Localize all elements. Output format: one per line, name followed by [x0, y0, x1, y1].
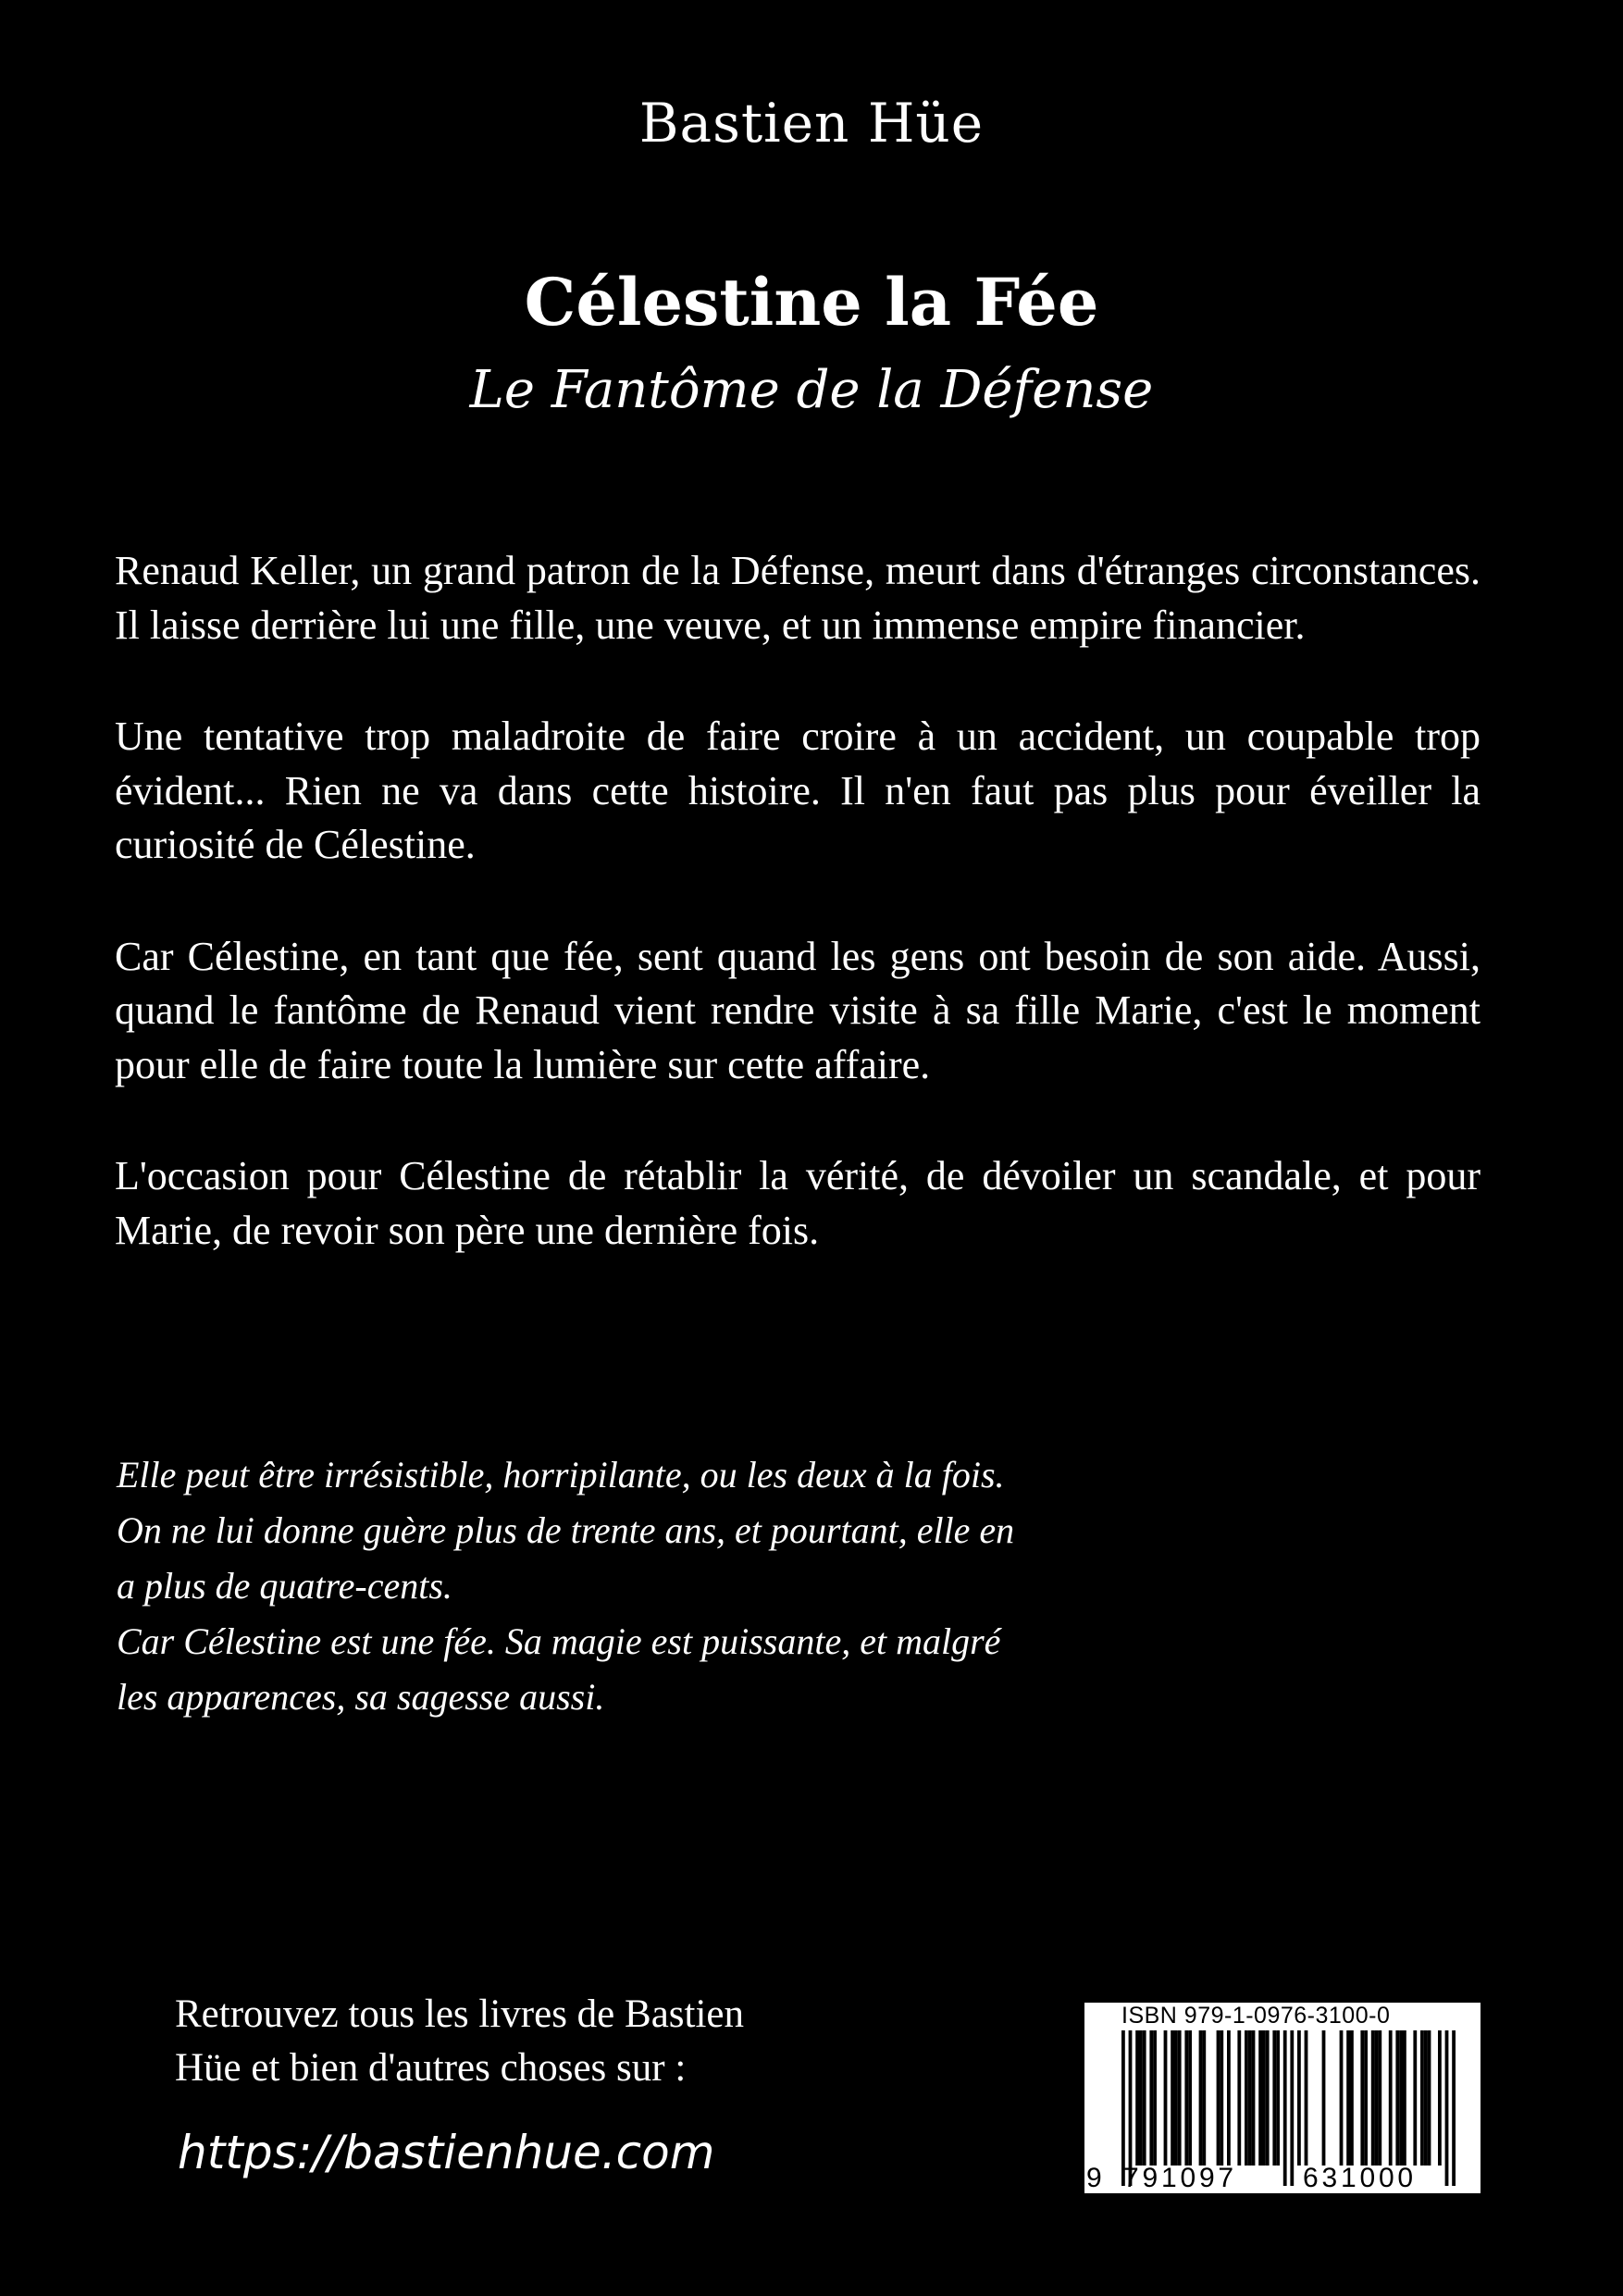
barcode-bar — [1139, 2030, 1143, 2166]
barcode-guard-bar — [1283, 2030, 1287, 2186]
barcode-bar — [1171, 2030, 1174, 2166]
isbn-label: ISBN 979-1-0976-3100-0 — [1121, 2003, 1391, 2029]
barcode-bar — [1322, 2030, 1326, 2166]
barcode-bar — [1378, 2030, 1381, 2166]
barcode-bar — [1248, 2030, 1252, 2166]
barcode-bar — [1153, 2030, 1157, 2166]
barcode-bar — [1266, 2030, 1270, 2166]
quote-line: Car Célestine est une fée. Sa magie est puissante, et malgré — [117, 1620, 1001, 1662]
quote-line: a plus de quatre-cents. — [117, 1565, 452, 1607]
author-name: Bastien Hüe — [638, 92, 985, 155]
barcode-bar — [1149, 2030, 1153, 2166]
barcode-bar — [1272, 2030, 1276, 2166]
quote-line: les apparences, sa sagesse aussi. — [117, 1676, 605, 1718]
barcode-bar — [1202, 2030, 1206, 2166]
barcode-bar — [1350, 2030, 1354, 2166]
barcode-digit-first: 9 — [1086, 2163, 1102, 2193]
quote-line: Elle peut être irrésistible, horripilante, ou les deux à la fois. — [117, 1454, 1005, 1496]
barcode-bar — [1199, 2030, 1203, 2166]
synopsis-paragraph: L'occasion pour Célestine de rétablir la vérité, de dévoiler un scandale, et pour Marie, de revoir son père une dernière fois. — [115, 1153, 1481, 1253]
barcode-guard-bar — [1445, 2030, 1449, 2186]
character-quote — [117, 1447, 1190, 1725]
synopsis-paragraph: Car Célestine, en tant que fée, sent quand les gens ont besoin de son aide. Aussi, quand le fantôme de Renaud vient rendre visite à sa fille Marie, c'est le moment pour elle de faire toute la lumière sur cette affaire. — [115, 933, 1481, 1087]
barcode-digits-right: 631000 — [1303, 2163, 1417, 2193]
barcode-bar — [1413, 2030, 1417, 2166]
barcode-bar — [1375, 2030, 1379, 2166]
barcode-bar — [1220, 2030, 1223, 2166]
barcode-bar — [1164, 2030, 1168, 2166]
barcode-digits-left: 791097 — [1123, 2163, 1237, 2193]
barcode-bar — [1364, 2030, 1368, 2166]
barcode-bar — [1403, 2030, 1406, 2166]
barcode-bar — [1258, 2030, 1262, 2166]
barcode-bar — [1262, 2030, 1266, 2166]
barcode-bar — [1371, 2030, 1375, 2166]
barcode-bar — [1227, 2030, 1231, 2166]
promo-line: Retrouvez tous les livres de Bastien — [175, 1992, 744, 2036]
barcode-bar — [1297, 2030, 1301, 2166]
barcode-guard-bar — [1290, 2030, 1294, 2186]
barcode-bar — [1188, 2030, 1192, 2166]
barcode-bar — [1276, 2030, 1280, 2166]
barcode-bar — [1252, 2030, 1256, 2166]
quote-line: On ne lui donne guère plus de trente ans, et pourtant, elle en — [117, 1509, 1015, 1551]
barcode-bar — [1143, 2030, 1146, 2166]
barcode-bar — [1305, 2030, 1308, 2166]
barcode-bar — [1340, 2030, 1344, 2166]
barcode-bar — [1245, 2030, 1248, 2166]
barcode-bar — [1135, 2030, 1139, 2166]
barcode-bar — [1438, 2030, 1442, 2166]
barcode-bar — [1360, 2030, 1364, 2166]
barcode-bar — [1395, 2030, 1399, 2166]
barcode-bar — [1424, 2030, 1428, 2166]
website-link[interactable]: https://bastienhue.com — [178, 2126, 715, 2179]
synopsis — [115, 544, 1481, 1315]
synopsis-paragraph: Renaud Keller, un grand patron de la Défense, meurt dans d'étranges circonstances. Il laisse derrière lui une fille, une veuve, et un immense empire financier. — [115, 548, 1481, 648]
barcode-bar — [1346, 2030, 1350, 2166]
barcode-bar — [1399, 2030, 1403, 2166]
book-subtitle: Le Fantôme de la Défense — [469, 360, 1154, 420]
barcode-bar — [1217, 2030, 1220, 2166]
promo-text — [175, 1988, 915, 2095]
barcode-bar — [1178, 2030, 1182, 2166]
barcode-guard-bar — [1452, 2030, 1456, 2186]
barcode-bar — [1237, 2030, 1241, 2166]
barcode-bar — [1389, 2030, 1393, 2166]
book-title: Célestine la Fée — [524, 264, 1099, 341]
barcode-bar — [1184, 2030, 1188, 2166]
synopsis-paragraph: Une tentative trop maladroite de faire croire à un accident, un coupable trop évident... Rien ne va dans cette histoire. Il n'en faut pas plus pour éveiller la curiosité de Célestine. — [115, 714, 1481, 867]
barcode-digits — [1084, 2164, 1481, 2193]
barcode-bar — [1420, 2030, 1424, 2166]
isbn-barcode — [1084, 2003, 1481, 2193]
barcode-bar — [1428, 2030, 1431, 2166]
barcode-bar — [1174, 2030, 1178, 2166]
promo-line: Hüe et bien d'autres choses sur : — [175, 2046, 687, 2090]
